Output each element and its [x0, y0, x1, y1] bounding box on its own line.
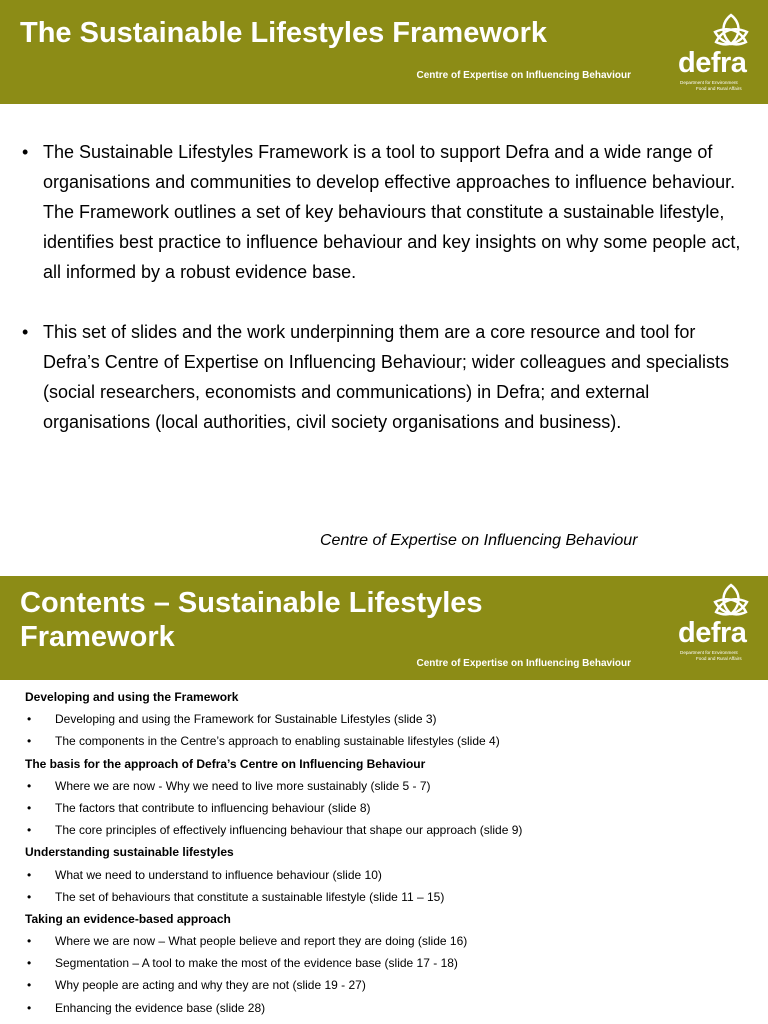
contents-item-text: The factors that contribute to influencing behaviour (slide 8)	[55, 800, 371, 815]
contents-item	[25, 775, 755, 797]
logo-caption	[680, 650, 742, 661]
bullet-dot: •	[27, 978, 32, 993]
bullet-dot: •	[27, 956, 32, 971]
bullet-item	[22, 137, 752, 287]
bullet-text: This set of slides and the work underpinning them are a core resource and tool for Defra’s Centre of Expertise on Influencing Behaviour; wider colleagues and specialists (social researchers, economists and communications) in Defra; and external organisations (local authorities, civil society organisations and business).	[43, 322, 730, 432]
logo-wordmark: defra	[678, 47, 747, 79]
triquetra-icon	[712, 12, 750, 48]
contents-item-text: Segmentation – A tool to make the most of the evidence base (slide 17 - 18)	[55, 956, 458, 971]
title-line-1: Contents – Sustainable Lifestyles	[20, 587, 483, 619]
contents-item-text: Enhancing the evidence base (slide 28)	[55, 1000, 266, 1015]
bullet-dot: •	[27, 889, 32, 904]
contents-item-text: Where we are now – What people believe and report they are doing (slide 16)	[55, 934, 468, 949]
slide-subtitle: Centre of Expertise on Influencing Behaviour	[416, 658, 631, 669]
bullet-dot: •	[27, 778, 32, 793]
defra-logo	[670, 582, 754, 666]
section-heading: Developing and using the Framework	[25, 690, 239, 704]
contents-item-text: The set of behaviours that constitute a sustainable lifestyle (slide 11 – 15)	[55, 889, 445, 904]
logo-caption-line2: Food and Rural Affairs	[696, 85, 742, 91]
slide-header	[0, 576, 768, 680]
contents-item-text: Where we are now - Why we need to live more sustainably (slide 5 - 7)	[55, 778, 431, 793]
section-heading: Taking an evidence-based approach	[25, 911, 231, 926]
contents-item	[25, 864, 755, 886]
bullet-dot: •	[27, 800, 32, 815]
contents-item	[25, 974, 755, 996]
contents-item	[25, 730, 755, 752]
contents-item	[25, 819, 755, 841]
contents-item-text: Why people are acting and why they are not (slide 19 - 27)	[55, 978, 366, 993]
section-heading: The basis for the approach of Defra’s Centre on Influencing Behaviour	[25, 756, 426, 771]
bullet-item	[22, 317, 752, 437]
logo-caption-line1: Department for Environment	[680, 650, 738, 655]
bullet-dot: •	[27, 934, 32, 949]
bullet-dot: •	[27, 712, 32, 727]
logo-caption-line2: Food and Rural Affairs	[696, 655, 742, 661]
contents-item	[25, 708, 755, 730]
section-heading: Understanding sustainable lifestyles	[25, 845, 234, 860]
bullet-dot: •	[22, 142, 29, 162]
slide-subtitle: Centre of Expertise on Influencing Behaviour	[416, 70, 631, 81]
contents-item-text: What we need to understand to influence behaviour (slide 10)	[55, 867, 382, 882]
slide-header	[0, 0, 768, 104]
bullet-dot: •	[27, 1000, 32, 1015]
contents-item	[25, 997, 755, 1019]
contents-item-text: The core principles of effectively influencing behaviour that shape our approach (slide 9)	[55, 823, 523, 838]
logo-caption-line1: Department for Environment	[680, 80, 738, 85]
bullet-dot: •	[27, 867, 32, 882]
contents-item	[25, 797, 755, 819]
contents-item-text: The components in the Centre’s approach to enabling sustainable lifestyles (slide 4)	[55, 734, 500, 749]
contents-item	[25, 886, 755, 908]
contents-item	[25, 952, 755, 974]
logo-caption	[680, 80, 742, 91]
bullet-text: The Sustainable Lifestyles Framework is a tool to support Defra and a wide range of organisations and communities to develop effective approaches to influence behaviour. The Framework outlines a set of key behaviours that constitute a sustainable lifestyle, identifies best practice to influence behaviour and key insights on why some people act, all informed by a robust evidence base.	[43, 142, 741, 282]
triquetra-icon	[712, 582, 750, 618]
contents-list	[25, 686, 755, 1019]
logo-wordmark: defra	[678, 617, 747, 649]
bullet-dot: •	[27, 734, 32, 749]
intro-bullets	[22, 137, 752, 467]
title-line-2: Framework	[20, 621, 175, 653]
bullet-dot: •	[22, 322, 29, 342]
contents-item-text: Developing and using the Framework for Sustainable Lifestyles (slide 3)	[55, 712, 437, 727]
slide-title: The Sustainable Lifestyles Framework	[20, 17, 548, 49]
slide-contents	[0, 576, 768, 1024]
bullet-dot: •	[27, 823, 32, 838]
footer-note: Centre of Expertise on Influencing Behaviour	[320, 532, 638, 549]
slide-title	[20, 586, 483, 654]
defra-logo	[670, 12, 754, 96]
contents-item	[25, 930, 755, 952]
